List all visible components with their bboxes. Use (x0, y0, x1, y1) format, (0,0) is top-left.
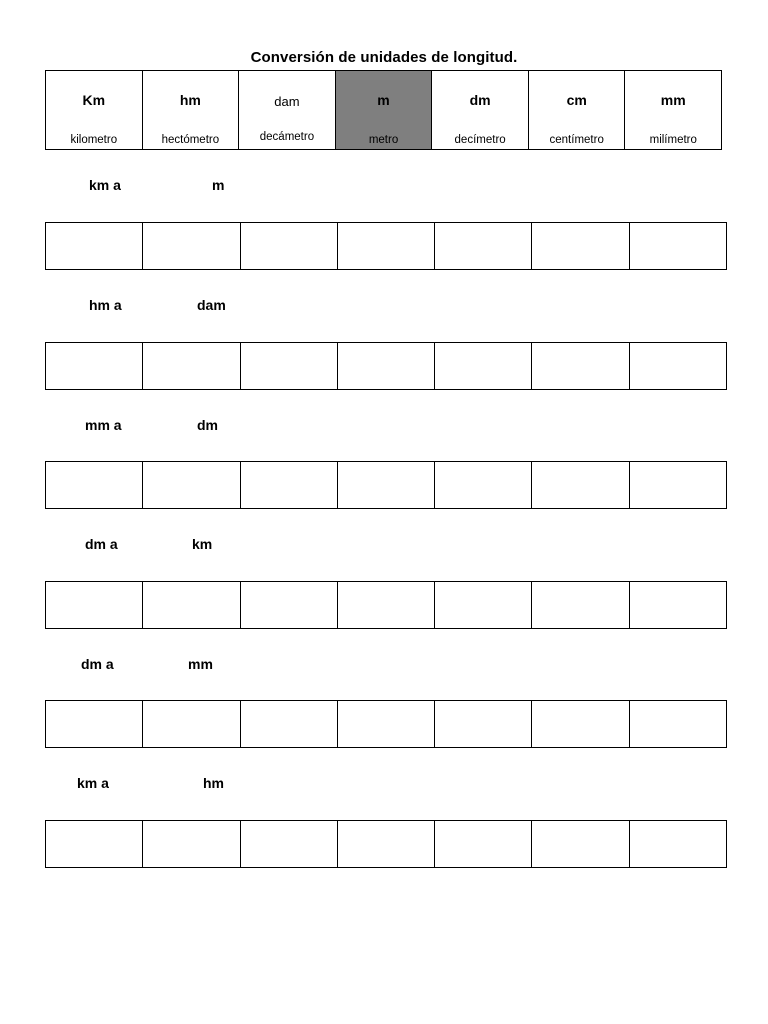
answer-cell[interactable] (532, 343, 629, 389)
answer-cell[interactable] (241, 821, 338, 867)
answer-cell[interactable] (338, 821, 435, 867)
answer-cell[interactable] (143, 462, 240, 508)
unit-name: centímetro (549, 134, 604, 146)
answer-cell[interactable] (143, 223, 240, 269)
unit-cell-cm (529, 71, 626, 149)
exercise-from-label: hm a (89, 297, 122, 313)
answer-row (45, 820, 727, 868)
answer-cell[interactable] (630, 582, 726, 628)
exercise-to-label: hm (203, 775, 224, 791)
unit-cell-m (336, 71, 433, 149)
unit-name: decímetro (454, 134, 506, 146)
unit-name: kilometro (70, 134, 118, 146)
unit-name: decámetro (259, 131, 315, 143)
exercise-from-label: dm a (81, 656, 114, 672)
page-title: Conversión de unidades de longitud. (250, 49, 518, 66)
answer-cell[interactable] (241, 582, 338, 628)
answer-cell[interactable] (630, 701, 726, 747)
answer-row (45, 581, 727, 629)
answer-cell[interactable] (241, 343, 338, 389)
unit-name: milímetro (649, 134, 697, 146)
answer-cell[interactable] (532, 582, 629, 628)
exercise-to-label: dam (197, 297, 226, 313)
answer-cell[interactable] (241, 701, 338, 747)
answer-cell[interactable] (46, 701, 143, 747)
answer-cell[interactable] (630, 223, 726, 269)
answer-cell[interactable] (143, 343, 240, 389)
answer-cell[interactable] (435, 701, 532, 747)
unit-cell-hm (143, 71, 240, 149)
unit-cell-dam (239, 71, 336, 149)
exercise-from-label: km a (89, 177, 121, 193)
answer-row (45, 342, 727, 390)
answer-cell[interactable] (241, 223, 338, 269)
unit-name: hectómetro (161, 134, 220, 146)
answer-cell[interactable] (338, 701, 435, 747)
answer-row (45, 461, 727, 509)
answer-cell[interactable] (46, 582, 143, 628)
answer-cell[interactable] (532, 223, 629, 269)
answer-cell[interactable] (630, 821, 726, 867)
answer-cell[interactable] (435, 343, 532, 389)
unit-abbr: hm (179, 92, 201, 108)
answer-cell[interactable] (46, 821, 143, 867)
answer-cell[interactable] (46, 223, 143, 269)
unit-abbr: m (377, 92, 390, 108)
unit-abbr: dam (274, 94, 300, 109)
answer-cell[interactable] (435, 582, 532, 628)
units-table (45, 70, 722, 150)
exercise-to-label: dm (197, 417, 218, 433)
unit-cell-mm (625, 71, 721, 149)
answer-cell[interactable] (143, 821, 240, 867)
answer-cell[interactable] (435, 821, 532, 867)
answer-cell[interactable] (630, 343, 726, 389)
unit-name: metro (368, 134, 399, 146)
unit-cell-km (46, 71, 143, 149)
answer-cell[interactable] (338, 343, 435, 389)
exercise-to-label: m (212, 177, 225, 193)
answer-cell[interactable] (46, 462, 143, 508)
answer-cell[interactable] (46, 343, 143, 389)
exercise-from-label: dm a (85, 536, 118, 552)
answer-cell[interactable] (532, 821, 629, 867)
answer-cell[interactable] (143, 701, 240, 747)
exercise-from-label: mm a (85, 417, 122, 433)
answer-cell[interactable] (338, 462, 435, 508)
answer-row (45, 700, 727, 748)
exercise-to-label: km (192, 536, 213, 552)
unit-abbr: Km (82, 92, 106, 108)
answer-cell[interactable] (241, 462, 338, 508)
answer-cell[interactable] (435, 223, 532, 269)
unit-abbr: dm (469, 92, 491, 108)
answer-cell[interactable] (435, 462, 532, 508)
answer-cell[interactable] (630, 462, 726, 508)
answer-cell[interactable] (532, 462, 629, 508)
unit-abbr: mm (660, 92, 686, 108)
answer-row (45, 222, 727, 270)
answer-cell[interactable] (532, 701, 629, 747)
exercise-from-label: km a (77, 775, 109, 791)
unit-cell-dm (432, 71, 529, 149)
answer-cell[interactable] (143, 582, 240, 628)
unit-abbr: cm (566, 92, 587, 108)
answer-cell[interactable] (338, 223, 435, 269)
exercise-to-label: mm (188, 656, 213, 672)
answer-cell[interactable] (338, 582, 435, 628)
